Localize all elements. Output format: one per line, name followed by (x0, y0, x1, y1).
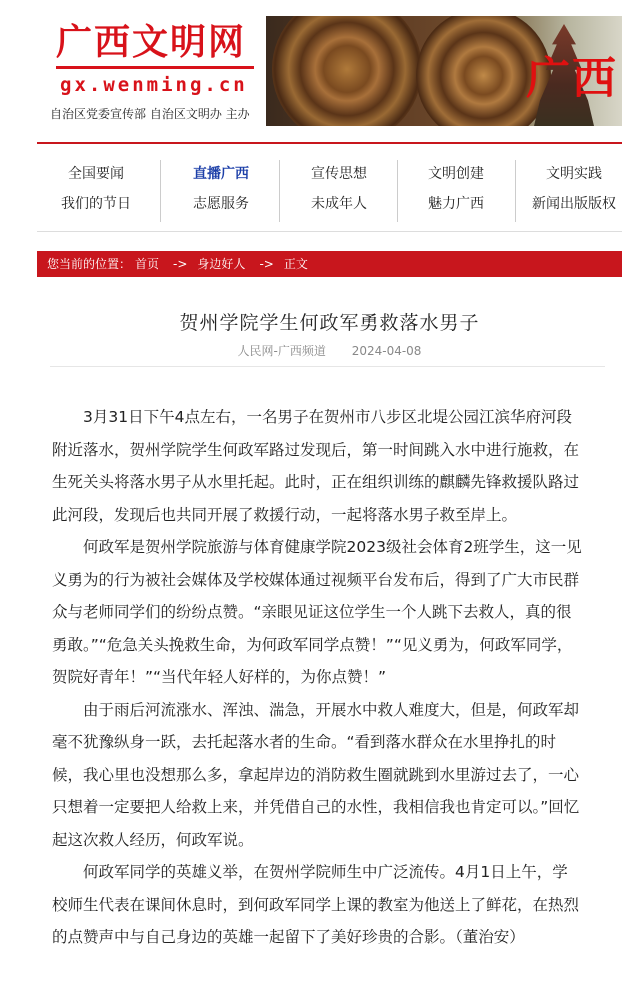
site-domain[interactable]: gx.wenming.cn (60, 74, 248, 96)
article-paragraph: 3月31日下午4点左右，一名男子在贺州市八步区北堤公园江滨华府河段附近落水，贺州学院学生何政军路过发现后，第一时间跳入水中进行施救，在生死关头将落水男子从水里托起。此时，正在组织训练的麒麟先锋救援队路过此河段，发现后也共同开展了救援行动，一起将落水男子救至岸上。 (52, 408, 580, 524)
nav-bottom-divider (37, 231, 622, 232)
nav-item-live-guangxi[interactable]: 直播广西 (193, 166, 249, 182)
breadcrumb-section-link[interactable]: 身边好人 (197, 257, 246, 271)
article-meta (37, 342, 622, 359)
header-banner (266, 16, 622, 126)
nav-top-divider (37, 142, 622, 144)
nav-column (280, 150, 398, 230)
nav-item-press-publication[interactable]: 新闻出版版权 (532, 196, 616, 212)
meta-divider (50, 366, 605, 367)
main-nav (37, 150, 622, 230)
article-paragraph: 由于雨后河流涨水、浑浊、湍急，开展水中救人难度大，但是，何政军却毫不犹豫纵身一跃，去托起落水者的生命。“看到落水群众在水里挣扎的时候，我心里也没想那么多，拿起岸边的消防救生圈就跳到水里游过去了，一心只想着一定要把人给救上来，并凭借自己的水性，我相信我也肯定可以。”回忆起这次救人经历，何政军说。 (52, 700, 580, 849)
site-logo-title[interactable]: 广西文明网 (56, 21, 247, 63)
breadcrumb-home-link[interactable]: 首页 (135, 257, 160, 271)
breadcrumb-arrow: -> (173, 257, 188, 271)
nav-item-minors[interactable]: 未成年人 (311, 196, 367, 212)
breadcrumb-arrow: -> (259, 257, 274, 271)
article-source: 人民网-广西频道 (237, 344, 326, 358)
article-paragraph: 何政军同学的英雄义举，在贺州学院师生中广泛流传。4月1日上午，学校师生代表在课间休息时，到何政军同学上课的教室为他送上了鲜花，在热烈的点赞声中与自己身边的英雄一起留下了美好珍贵的合影。（董治安） (52, 863, 580, 946)
article-paragraph: 何政军是贺州学院旅游与体育健康学院2023级社会体育2班学生，这一见义勇为的行为被社会媒体及学校媒体通过视频平台发布后，得到了广大市民群众与老师同学们的纷纷点赞。“亲眼见证这位学生一个人跳下去救人，真的很勇敢。”“危急关头挽救生命，为何政军同学点赞！”“见义勇为，何政军同学，贺院好青年！”“当代年轻人好样的，为你点赞！” (52, 538, 582, 686)
site-header (0, 0, 622, 135)
nav-column (515, 150, 622, 230)
nav-column (37, 150, 155, 230)
logo-divider (56, 66, 254, 69)
breadcrumb-prefix: 您当前的位置： (47, 257, 132, 271)
nav-item-our-festivals[interactable]: 我们的节日 (61, 196, 131, 212)
site-sponsors: 自治区党委宣传部 自治区文明办 主办 (50, 107, 250, 121)
breadcrumb (37, 251, 622, 277)
nav-separator (160, 160, 161, 222)
nav-item-propaganda[interactable]: 宣传思想 (311, 166, 367, 182)
nav-column (397, 150, 515, 230)
nav-item-volunteer[interactable]: 志愿服务 (193, 196, 249, 212)
nav-item-charm-guangxi[interactable]: 魅力广西 (428, 196, 484, 212)
bronze-drum-image (272, 16, 422, 126)
article-title: 贺州学院学生何政军勇救落水男子 (179, 312, 480, 334)
nav-column (162, 150, 280, 230)
nav-item-national-news[interactable]: 全国要闻 (68, 166, 124, 182)
article-body (52, 401, 582, 954)
nav-item-civilization-practice[interactable]: 文明实践 (546, 166, 602, 182)
breadcrumb-current: 正文 (283, 257, 308, 271)
article-date: 2024-04-08 (351, 344, 422, 358)
nav-item-civilization-building[interactable]: 文明创建 (428, 166, 484, 182)
banner-title: 广西 (526, 53, 618, 104)
